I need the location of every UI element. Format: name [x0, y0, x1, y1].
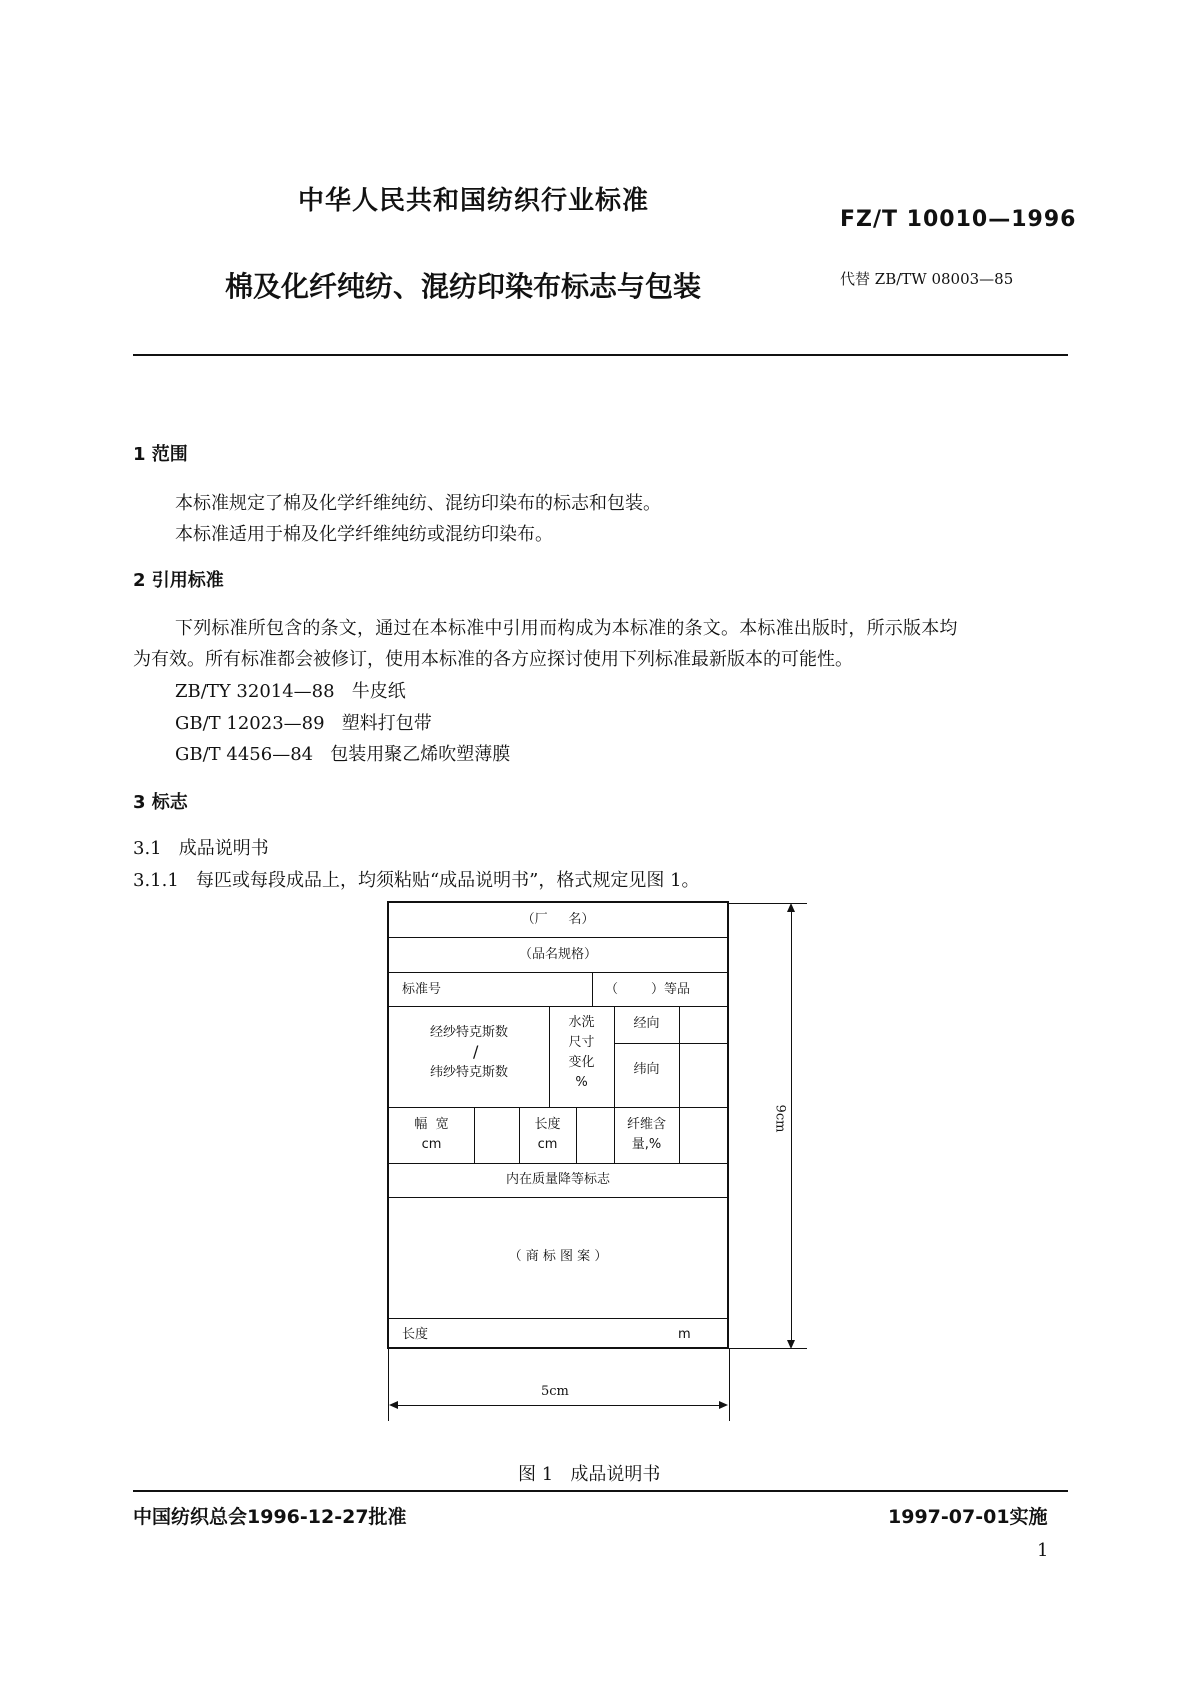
- length-total-label: 长度: [402, 1327, 429, 1342]
- subsection-3-1: 3.1 成品说明书: [133, 838, 269, 859]
- factory-name-field: （厂 名）: [521, 912, 595, 927]
- reference-standard: GB/T 12023—89 塑料打包带: [175, 713, 432, 734]
- trademark-area: （ 商 标 图 案 ）: [508, 1249, 608, 1264]
- width-unit: cm: [421, 1137, 442, 1152]
- weft-direction-label: 纬向: [633, 1062, 660, 1077]
- effective-date: 1997-07-01实施: [888, 1506, 1048, 1528]
- quality-downgrade-label: 内在质量降等标志: [505, 1172, 610, 1187]
- document-title: 棉及化纤纯纺、混纺印染布标志与包装: [225, 270, 702, 303]
- subsection-3-1-1: 3.1.1 每匹或每段成品上，均须粘贴“成品说明书”，格式规定见图 1。: [133, 870, 700, 891]
- arrow-left-icon: [389, 1401, 398, 1409]
- section-1-line-1: 本标准规定了棉及化学纤维纯纺、混纺印染布的标志和包装。: [175, 493, 661, 514]
- product-spec-field: （品名规格）: [518, 947, 597, 962]
- grade-field: （ ）等品: [605, 982, 691, 997]
- height-dimension-label: 9cm: [772, 1104, 788, 1133]
- fiber-content-label: 纤维含: [626, 1117, 666, 1132]
- width-label: 幅 宽: [414, 1117, 449, 1132]
- length-label: 长度: [534, 1117, 561, 1132]
- reference-standard: ZB/TY 32014—88 牛皮纸: [175, 681, 406, 702]
- wash-shrinkage-label: 水洗: [568, 1015, 595, 1030]
- section-2-heading: 2 引用标准: [133, 570, 224, 591]
- wash-shrinkage-label: 变化: [568, 1055, 595, 1070]
- length-total-unit: m: [678, 1327, 691, 1342]
- height-extension-line: [729, 1348, 807, 1349]
- section-3-heading: 3 标志: [133, 792, 188, 813]
- tex-slash: /: [473, 1042, 479, 1061]
- page-number: 1: [1037, 1540, 1049, 1561]
- height-dimension-line: [791, 907, 792, 1344]
- width-dimension-line: [393, 1405, 724, 1406]
- standard-number-field: 标准号: [402, 982, 442, 997]
- arrow-up-icon: [787, 903, 795, 912]
- standard-number: FZ/T 10010—1996: [840, 207, 1077, 232]
- arrow-right-icon: [719, 1401, 728, 1409]
- fiber-content-unit: 量,%: [631, 1137, 662, 1152]
- product-label-form: [387, 901, 729, 1349]
- reference-standard: GB/T 4456—84 包装用聚乙烯吹塑薄膜: [175, 744, 511, 765]
- width-extension-line: [729, 1349, 730, 1421]
- agency-title: 中华人民共和国纺织行业标准: [298, 186, 650, 216]
- warp-direction-label: 经向: [633, 1016, 660, 1031]
- footer-rule: [133, 1490, 1068, 1492]
- wash-shrinkage-label: %: [575, 1075, 588, 1090]
- header-rule: [133, 354, 1068, 356]
- figure-caption: 图 1 成品说明书: [518, 1464, 661, 1485]
- replaces-standard: 代替 ZB/TW 08003—85: [840, 270, 1014, 288]
- approval-date: 中国纺织总会1996-12-27批准: [133, 1506, 407, 1528]
- wash-shrinkage-label: 尺寸: [568, 1035, 595, 1050]
- length-unit: cm: [537, 1137, 558, 1152]
- width-extension-line: [388, 1349, 389, 1421]
- warp-tex-label: 经纱特克斯数: [429, 1025, 508, 1040]
- height-extension-line: [729, 903, 807, 904]
- section-1-line-2: 本标准适用于棉及化学纤维纯纺或混纺印染布。: [175, 524, 553, 545]
- weft-tex-label: 纬纱特克斯数: [429, 1065, 508, 1080]
- section-2-paragraph-line-2: 为有效。所有标准都会被修订，使用本标准的各方应探讨使用下列标准最新版本的可能性。: [133, 649, 853, 670]
- section-2-paragraph-line-1: 下列标准所包含的条文，通过在本标准中引用而构成为本标准的条文。本标准出版时，所示版本均: [175, 618, 958, 639]
- section-1-heading: 1 范围: [133, 444, 188, 465]
- width-dimension-label: 5cm: [541, 1384, 569, 1399]
